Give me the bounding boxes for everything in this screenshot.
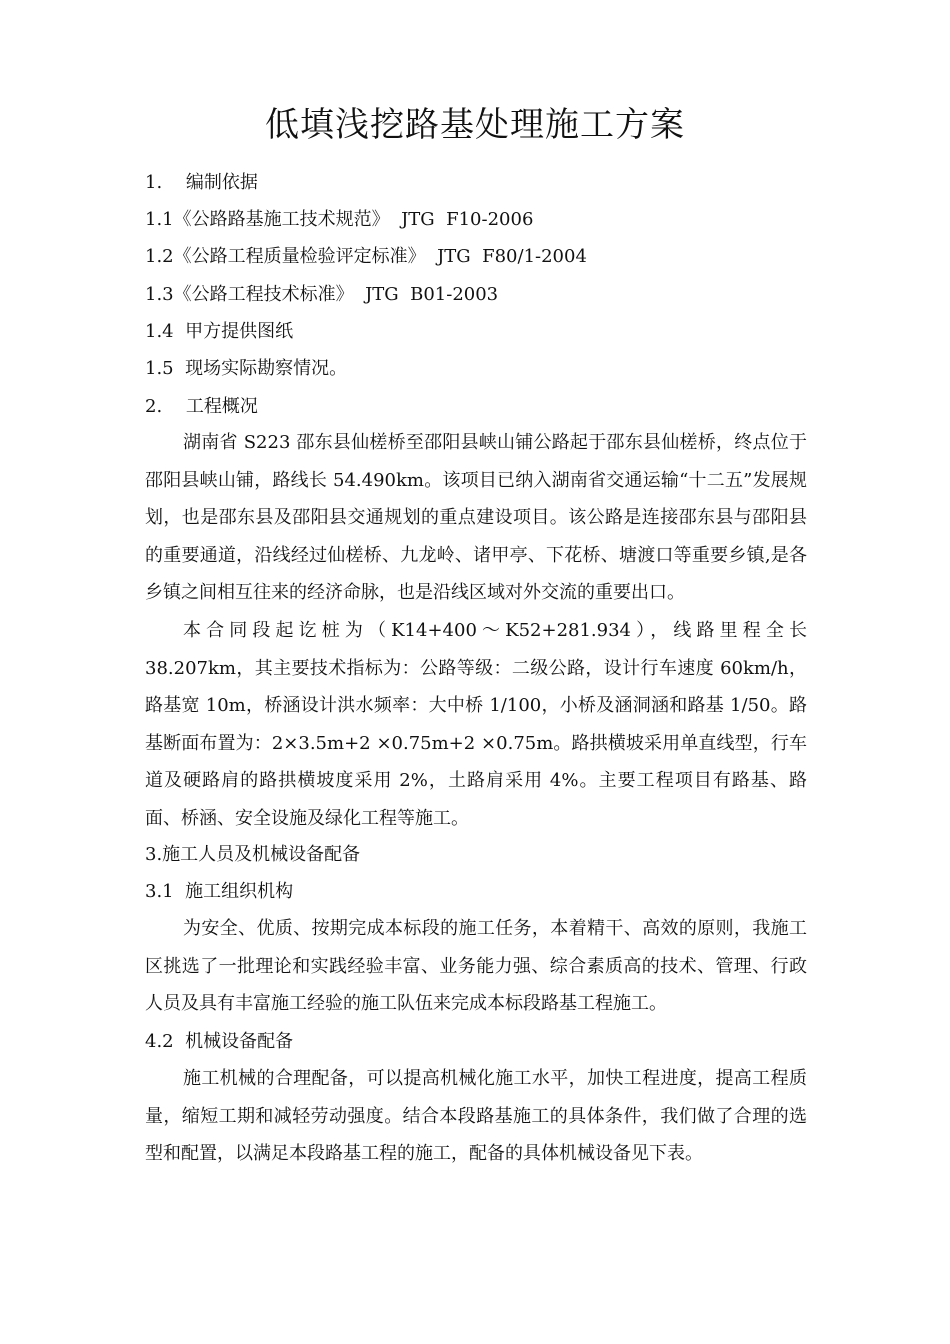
paragraph-machinery: 施工机械的合理配备，可以提高机械化施工水平，加快工程进度，提高工程质量，缩短工期和减轻劳动强度。结合本段路基施工的具体条件，我们做了合理的选型和配置，以满足本段路基工程的施工，配备的具体机械设备见下表。 [145,1068,807,1164]
paragraph-project-overview: 湖南省 S223 邵东县仙槎桥至邵阳县峡山铺公路起于邵东县仙槎桥，终点位于邵阳县峡山铺，路线长 54.490km。该项目已纳入湖南省交通运输“十二五”发展规划，也是邵东县及邵阳县交通规划的重点建设项目。该公路是连接邵东县与邵阳县的重要通道，沿线经过仙槎桥、九龙岭、诸甲亭、下花桥、塘渡口等重要乡镇,是各乡镇之间相互往来的经济命脉，也是沿线区域对外交流的重要出口。 [145,432,807,603]
reference-item-1-2: 1.2《公路工程质量检验评定标准》 JTG F80/1-2004 [145,246,587,267]
reference-item-1-1: 1.1《公路路基施工技术规范》 JTG F10-2006 [145,209,534,230]
section-heading-2: 2. 工程概况 [145,396,258,417]
reference-item-1-5: 1.5 现场实际勘察情况。 [145,358,348,379]
paragraph-organization: 为安全、优质、按期完成本标段的施工任务，本着精干、高效的原则，我施工区挑选了一批理论和实践经验丰富、业务能力强、综合素质高的技术、管理、行政人员及具有丰富施工经验的施工队伍来完成本标段路基工程施工。 [145,918,807,1014]
reference-item-1-3: 1.3《公路工程技术标准》 JTG B01-2003 [145,284,499,305]
subsection-heading-3-1: 3.1 施工组织机构 [145,881,294,902]
section-heading-1: 1. 编制依据 [145,172,258,193]
paragraph-technical-indicators: 本合同段起讫桩为（K14+400～K52+281.934），线路里程全长 38.207km，其主要技术指标为：公路等级：二级公路，设计行车速度 60km/h，路基宽 10m，桥涵设计洪水频率：大中桥 1/100，小桥及涵洞涵和路基 1/50。路基断面布置为：2×3.5m+2 ×0.75m+2 ×0.75m。路拱横坡采用单直线型，行车道及硬路肩的路拱横坡度采用 2%，土路肩采用 4%。主要工程项目有路基、路面、桥涵、安全设施及绿化工程等施工。 [145,620,807,829]
document-title: 低填浅挖路基处理施工方案 [265,105,685,145]
section-heading-3: 3.施工人员及机械设备配备 [145,844,361,865]
reference-item-1-4: 1.4 甲方提供图纸 [145,321,294,342]
subsection-heading-4-2: 4.2 机械设备配备 [145,1031,294,1052]
